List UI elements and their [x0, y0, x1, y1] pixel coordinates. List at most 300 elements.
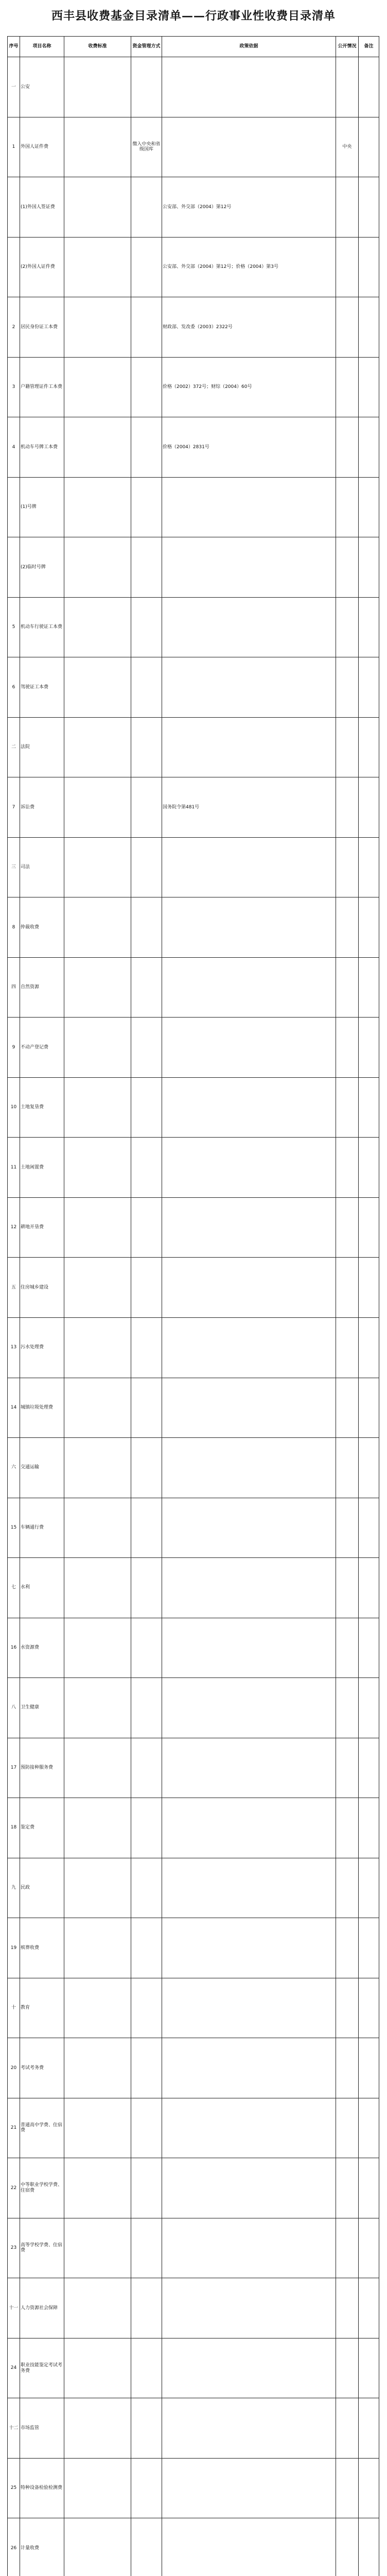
cell-disclosure	[336, 1678, 359, 1738]
cell-fund-mgmt	[131, 2458, 162, 2518]
cell-item: 机动车行驶证工本费	[20, 597, 64, 657]
cell-item: 户籍管理证件工本费	[20, 357, 64, 417]
cell-remark	[359, 717, 379, 777]
cell-policy: 价格（2002）372号；财综（2004）60号	[162, 357, 336, 417]
cell-standard	[64, 1378, 131, 1438]
cell-seq: 24	[8, 2338, 20, 2398]
cell-policy	[162, 2398, 336, 2459]
cell-disclosure	[336, 2338, 359, 2398]
cell-disclosure	[336, 1077, 359, 1138]
cell-fund-mgmt	[131, 897, 162, 958]
cell-policy	[162, 717, 336, 777]
cell-policy	[162, 1738, 336, 1798]
cell-item: 车辆通行费	[20, 1498, 64, 1558]
cell-item: 水资源费	[20, 1618, 64, 1678]
cell-fund-mgmt	[131, 597, 162, 657]
cell-policy	[162, 2338, 336, 2398]
cell-policy	[162, 2458, 336, 2518]
cell-fund-mgmt	[131, 1438, 162, 1498]
cell-fund-mgmt	[131, 1197, 162, 1258]
cell-remark	[359, 1798, 379, 1858]
table-row	[8, 1018, 379, 1078]
cell-standard	[64, 2518, 131, 2576]
cell-fund-mgmt	[131, 1018, 162, 1078]
table-row	[8, 1678, 379, 1738]
cell-fund-mgmt	[131, 1498, 162, 1558]
cell-item: 耕地开垦费	[20, 1197, 64, 1258]
cell-policy	[162, 1678, 336, 1738]
cell-item: 鉴定费	[20, 1798, 64, 1858]
cell-seq: 21	[8, 2098, 20, 2158]
cell-disclosure	[336, 1618, 359, 1678]
cell-disclosure	[336, 357, 359, 417]
cell-remark	[359, 597, 379, 657]
cell-fund-mgmt	[131, 177, 162, 238]
cell-remark	[359, 1738, 379, 1798]
cell-standard	[64, 1798, 131, 1858]
table-row	[8, 117, 379, 177]
cell-policy	[162, 1438, 336, 1498]
cell-fund-mgmt	[131, 1077, 162, 1138]
cell-fund-mgmt	[131, 1978, 162, 2038]
cell-remark	[359, 2278, 379, 2338]
table-row	[8, 1197, 379, 1258]
cell-item: 考试考务费	[20, 2038, 64, 2098]
cell-seq: 十二	[8, 2398, 20, 2459]
table-row	[8, 717, 379, 777]
cell-disclosure	[336, 297, 359, 358]
table-row	[8, 597, 379, 657]
table-row	[8, 837, 379, 897]
table-row	[8, 2038, 379, 2098]
cell-fund-mgmt	[131, 657, 162, 718]
cell-remark	[359, 2098, 379, 2158]
table-row	[8, 2278, 379, 2338]
cell-remark	[359, 1618, 379, 1678]
cell-seq: 14	[8, 1378, 20, 1438]
cell-fund-mgmt	[131, 1918, 162, 1978]
cell-item: 职业技能鉴定考试考务费	[20, 2338, 64, 2398]
table-row	[8, 1498, 379, 1558]
cell-fund-mgmt	[131, 1678, 162, 1738]
cell-policy	[162, 477, 336, 537]
table-row	[8, 1258, 379, 1318]
cell-remark	[359, 657, 379, 718]
cell-standard	[64, 177, 131, 238]
cell-disclosure	[336, 1498, 359, 1558]
cell-disclosure	[336, 2518, 359, 2576]
cell-item: 仲裁收费	[20, 897, 64, 958]
cell-fund-mgmt	[131, 777, 162, 838]
cell-remark	[359, 777, 379, 838]
cell-disclosure	[336, 417, 359, 478]
cell-policy	[162, 1138, 336, 1198]
cell-standard	[64, 597, 131, 657]
cell-policy: 价格（2004）2831号	[162, 417, 336, 478]
cell-disclosure	[336, 2098, 359, 2158]
cell-item: 污水处理费	[20, 1318, 64, 1378]
cell-policy	[162, 2038, 336, 2098]
cell-standard	[64, 897, 131, 958]
cell-fund-mgmt	[131, 1558, 162, 1618]
cell-disclosure	[336, 237, 359, 297]
cell-seq: 3	[8, 357, 20, 417]
cell-fund-mgmt	[131, 837, 162, 897]
cell-item: 高等学校学费、住宿费	[20, 2218, 64, 2278]
cell-policy	[162, 1018, 336, 1078]
table-row	[8, 177, 379, 238]
cell-disclosure	[336, 1378, 359, 1438]
cell-remark	[359, 2158, 379, 2218]
cell-item: 公安	[20, 57, 64, 117]
cell-item: 特种设备检验检测费	[20, 2458, 64, 2518]
cell-standard	[64, 1738, 131, 1798]
cell-seq	[8, 237, 20, 297]
cell-standard	[64, 1858, 131, 1918]
cell-policy	[162, 2218, 336, 2278]
cell-disclosure	[336, 957, 359, 1018]
cell-disclosure	[336, 1438, 359, 1498]
cell-policy	[162, 1077, 336, 1138]
table-row	[8, 1858, 379, 1918]
cell-item: 计量收费	[20, 2518, 64, 2576]
cell-remark	[359, 2458, 379, 2518]
cell-item: 居民身份证工本费	[20, 297, 64, 358]
cell-disclosure: 中央	[336, 117, 359, 177]
cell-standard	[64, 1138, 131, 1198]
table-row	[8, 1438, 379, 1498]
cell-remark	[359, 1858, 379, 1918]
cell-item: 法院	[20, 717, 64, 777]
cell-remark	[359, 2218, 379, 2278]
cell-item: 教育	[20, 1978, 64, 2038]
cell-seq: 八	[8, 1678, 20, 1738]
cell-seq: 5	[8, 597, 20, 657]
cell-remark	[359, 1077, 379, 1138]
header-item: 项目名称	[20, 37, 64, 57]
cell-policy	[162, 837, 336, 897]
table-row	[8, 2398, 379, 2459]
cell-remark	[359, 1438, 379, 1498]
cell-item: 驾驶证工本费	[20, 657, 64, 718]
cell-disclosure	[336, 1558, 359, 1618]
table-row	[8, 477, 379, 537]
cell-policy	[162, 1618, 336, 1678]
cell-fund-mgmt	[131, 2398, 162, 2459]
cell-item: 预防接种服务费	[20, 1738, 64, 1798]
cell-remark	[359, 1197, 379, 1258]
cell-standard	[64, 957, 131, 1018]
cell-standard	[64, 2038, 131, 2098]
cell-item: 水利	[20, 1558, 64, 1618]
cell-disclosure	[336, 1197, 359, 1258]
cell-standard	[64, 2158, 131, 2218]
cell-fund-mgmt	[131, 957, 162, 1018]
table-row	[8, 1618, 379, 1678]
cell-remark	[359, 1018, 379, 1078]
cell-policy	[162, 537, 336, 598]
table-row	[8, 657, 379, 718]
cell-seq: 4	[8, 417, 20, 478]
cell-seq: 6	[8, 657, 20, 718]
cell-fund-mgmt	[131, 1858, 162, 1918]
cell-policy	[162, 2158, 336, 2218]
cell-disclosure	[336, 2038, 359, 2098]
cell-policy	[162, 1918, 336, 1978]
cell-seq: 11	[8, 1138, 20, 1198]
cell-item: 外国人证件费	[20, 117, 64, 177]
cell-fund-mgmt	[131, 1618, 162, 1678]
cell-policy: 国务院令第481号	[162, 777, 336, 838]
cell-remark	[359, 1258, 379, 1318]
cell-remark	[359, 297, 379, 358]
cell-fund-mgmt	[131, 2338, 162, 2398]
cell-fund-mgmt	[131, 717, 162, 777]
cell-standard	[64, 1678, 131, 1738]
cell-seq: 7	[8, 777, 20, 838]
cell-item: 城镇垃圾处理费	[20, 1378, 64, 1438]
cell-disclosure	[336, 2158, 359, 2218]
cell-policy	[162, 57, 336, 117]
header-seq: 序号	[8, 37, 20, 57]
cell-standard	[64, 2458, 131, 2518]
cell-seq: 1	[8, 117, 20, 177]
cell-disclosure	[336, 477, 359, 537]
cell-seq: 20	[8, 2038, 20, 2098]
table-row	[8, 2338, 379, 2398]
cell-fund-mgmt	[131, 237, 162, 297]
cell-disclosure	[336, 1738, 359, 1798]
cell-seq: 22	[8, 2158, 20, 2218]
page-title: 西丰县收费基金目录清单——行政事业性收费目录清单	[51, 9, 336, 23]
cell-item: 民政	[20, 1858, 64, 1918]
cell-disclosure	[336, 57, 359, 117]
cell-disclosure	[336, 177, 359, 238]
cell-policy: 公安部、外交部（2004）第12号	[162, 177, 336, 238]
header-remark: 备注	[359, 37, 379, 57]
cell-disclosure	[336, 597, 359, 657]
cell-standard	[64, 237, 131, 297]
cell-remark	[359, 1378, 379, 1438]
cell-remark	[359, 1498, 379, 1558]
cell-item: (1)号牌	[20, 477, 64, 537]
cell-fund-mgmt	[131, 2038, 162, 2098]
cell-remark	[359, 57, 379, 117]
cell-standard	[64, 1978, 131, 2038]
cell-remark	[359, 1978, 379, 2038]
cell-seq: 七	[8, 1558, 20, 1618]
cell-disclosure	[336, 1858, 359, 1918]
cell-disclosure	[336, 2218, 359, 2278]
cell-standard	[64, 2278, 131, 2338]
cell-policy	[162, 897, 336, 958]
cell-seq: 六	[8, 1438, 20, 1498]
cell-seq: 十一	[8, 2278, 20, 2338]
cell-seq: 2	[8, 297, 20, 358]
cell-standard	[64, 1197, 131, 1258]
table-row	[8, 2158, 379, 2218]
cell-disclosure	[336, 1018, 359, 1078]
cell-item: 人力资源社会保障	[20, 2278, 64, 2338]
cell-fund-mgmt	[131, 2158, 162, 2218]
cell-standard	[64, 1018, 131, 1078]
cell-item: 机动车号牌工本费	[20, 417, 64, 478]
cell-seq	[8, 477, 20, 537]
cell-standard	[64, 2098, 131, 2158]
cell-item: 土地复垦费	[20, 1077, 64, 1138]
cell-remark	[359, 537, 379, 598]
cell-standard	[64, 297, 131, 358]
cell-item: 住房城乡建设	[20, 1258, 64, 1318]
cell-seq: 12	[8, 1197, 20, 1258]
cell-disclosure	[336, 2458, 359, 2518]
cell-seq: 23	[8, 2218, 20, 2278]
table-row	[8, 1138, 379, 1198]
cell-policy	[162, 117, 336, 177]
table-row	[8, 1077, 379, 1138]
cell-fund-mgmt	[131, 2518, 162, 2576]
cell-remark	[359, 1318, 379, 1378]
header-standard: 收费标准	[64, 37, 131, 57]
cell-seq: 18	[8, 1798, 20, 1858]
table-row	[8, 237, 379, 297]
cell-seq: 26	[8, 2518, 20, 2576]
cell-policy	[162, 2518, 336, 2576]
table-header-row	[8, 37, 379, 57]
cell-item: (1)外国人签证费	[20, 177, 64, 238]
cell-fund-mgmt	[131, 417, 162, 478]
cell-seq: 10	[8, 1077, 20, 1138]
table-row	[8, 1558, 379, 1618]
table-row	[8, 1798, 379, 1858]
table-row	[8, 1378, 379, 1438]
cell-seq: 17	[8, 1738, 20, 1798]
cell-fund-mgmt	[131, 57, 162, 117]
table-row	[8, 1918, 379, 1978]
cell-fund-mgmt	[131, 1738, 162, 1798]
cell-remark	[359, 417, 379, 478]
cell-remark	[359, 1138, 379, 1198]
cell-standard	[64, 1618, 131, 1678]
table-row	[8, 2218, 379, 2278]
cell-disclosure	[336, 537, 359, 598]
table-row	[8, 2458, 379, 2518]
cell-remark	[359, 477, 379, 537]
cell-disclosure	[336, 777, 359, 838]
cell-seq: 二	[8, 717, 20, 777]
cell-remark	[359, 957, 379, 1018]
cell-policy	[162, 2098, 336, 2158]
cell-seq: 一	[8, 57, 20, 117]
cell-remark	[359, 357, 379, 417]
cell-item: 市场监管	[20, 2398, 64, 2459]
cell-item: 交通运输	[20, 1438, 64, 1498]
cell-seq	[8, 177, 20, 238]
cell-standard	[64, 477, 131, 537]
cell-item: 卫生健康	[20, 1678, 64, 1738]
cell-disclosure	[336, 1138, 359, 1198]
cell-remark	[359, 1678, 379, 1738]
cell-policy	[162, 1378, 336, 1438]
fee-catalog-table	[7, 36, 379, 2576]
header-disclosure: 公开情况	[336, 37, 359, 57]
cell-seq: 19	[8, 1918, 20, 1978]
cell-policy	[162, 657, 336, 718]
cell-remark	[359, 2338, 379, 2398]
cell-disclosure	[336, 1918, 359, 1978]
cell-item: 普通高中学费、住宿费	[20, 2098, 64, 2158]
cell-disclosure	[336, 1258, 359, 1318]
table-row	[8, 297, 379, 358]
cell-seq	[8, 537, 20, 598]
cell-fund-mgmt	[131, 1138, 162, 1198]
table-row	[8, 57, 379, 117]
cell-remark	[359, 177, 379, 238]
cell-standard	[64, 1438, 131, 1498]
cell-fund-mgmt	[131, 2218, 162, 2278]
cell-standard	[64, 1558, 131, 1618]
cell-disclosure	[336, 1978, 359, 2038]
cell-policy: 财政部、发改委（2003）2322号	[162, 297, 336, 358]
cell-remark	[359, 897, 379, 958]
cell-fund-mgmt	[131, 1258, 162, 1318]
cell-disclosure	[336, 717, 359, 777]
cell-seq: 十	[8, 1978, 20, 2038]
table-row	[8, 957, 379, 1018]
cell-item: (2)外国人证件费	[20, 237, 64, 297]
cell-standard	[64, 2338, 131, 2398]
cell-remark	[359, 837, 379, 897]
cell-standard	[64, 717, 131, 777]
header-fund-mgmt: 资金管理方式	[131, 37, 162, 57]
cell-remark	[359, 2038, 379, 2098]
cell-standard	[64, 1258, 131, 1318]
cell-remark	[359, 1558, 379, 1618]
cell-item: 诉讼费	[20, 777, 64, 838]
table-row	[8, 777, 379, 838]
cell-remark	[359, 237, 379, 297]
cell-fund-mgmt	[131, 357, 162, 417]
cell-remark	[359, 1918, 379, 1978]
cell-fund-mgmt: 缴入中央和省级国库	[131, 117, 162, 177]
cell-seq: 13	[8, 1318, 20, 1378]
cell-seq: 8	[8, 897, 20, 958]
cell-fund-mgmt	[131, 1378, 162, 1438]
table-row	[8, 1738, 379, 1798]
cell-standard	[64, 1918, 131, 1978]
cell-fund-mgmt	[131, 477, 162, 537]
cell-policy	[162, 597, 336, 657]
cell-policy	[162, 1318, 336, 1378]
cell-disclosure	[336, 657, 359, 718]
header-policy: 政策依据	[162, 37, 336, 57]
cell-seq: 9	[8, 1018, 20, 1078]
cell-item: (2)临时号牌	[20, 537, 64, 598]
cell-seq: 三	[8, 837, 20, 897]
cell-disclosure	[336, 837, 359, 897]
cell-standard	[64, 1318, 131, 1378]
cell-standard	[64, 777, 131, 838]
cell-policy	[162, 957, 336, 1018]
cell-seq: 16	[8, 1618, 20, 1678]
cell-seq: 九	[8, 1858, 20, 1918]
cell-standard	[64, 1498, 131, 1558]
cell-fund-mgmt	[131, 1798, 162, 1858]
cell-standard	[64, 837, 131, 897]
table-row	[8, 2098, 379, 2158]
cell-policy: 公安部、外交部（2004）第12号；价格（2004）第3号	[162, 237, 336, 297]
table-row	[8, 897, 379, 958]
